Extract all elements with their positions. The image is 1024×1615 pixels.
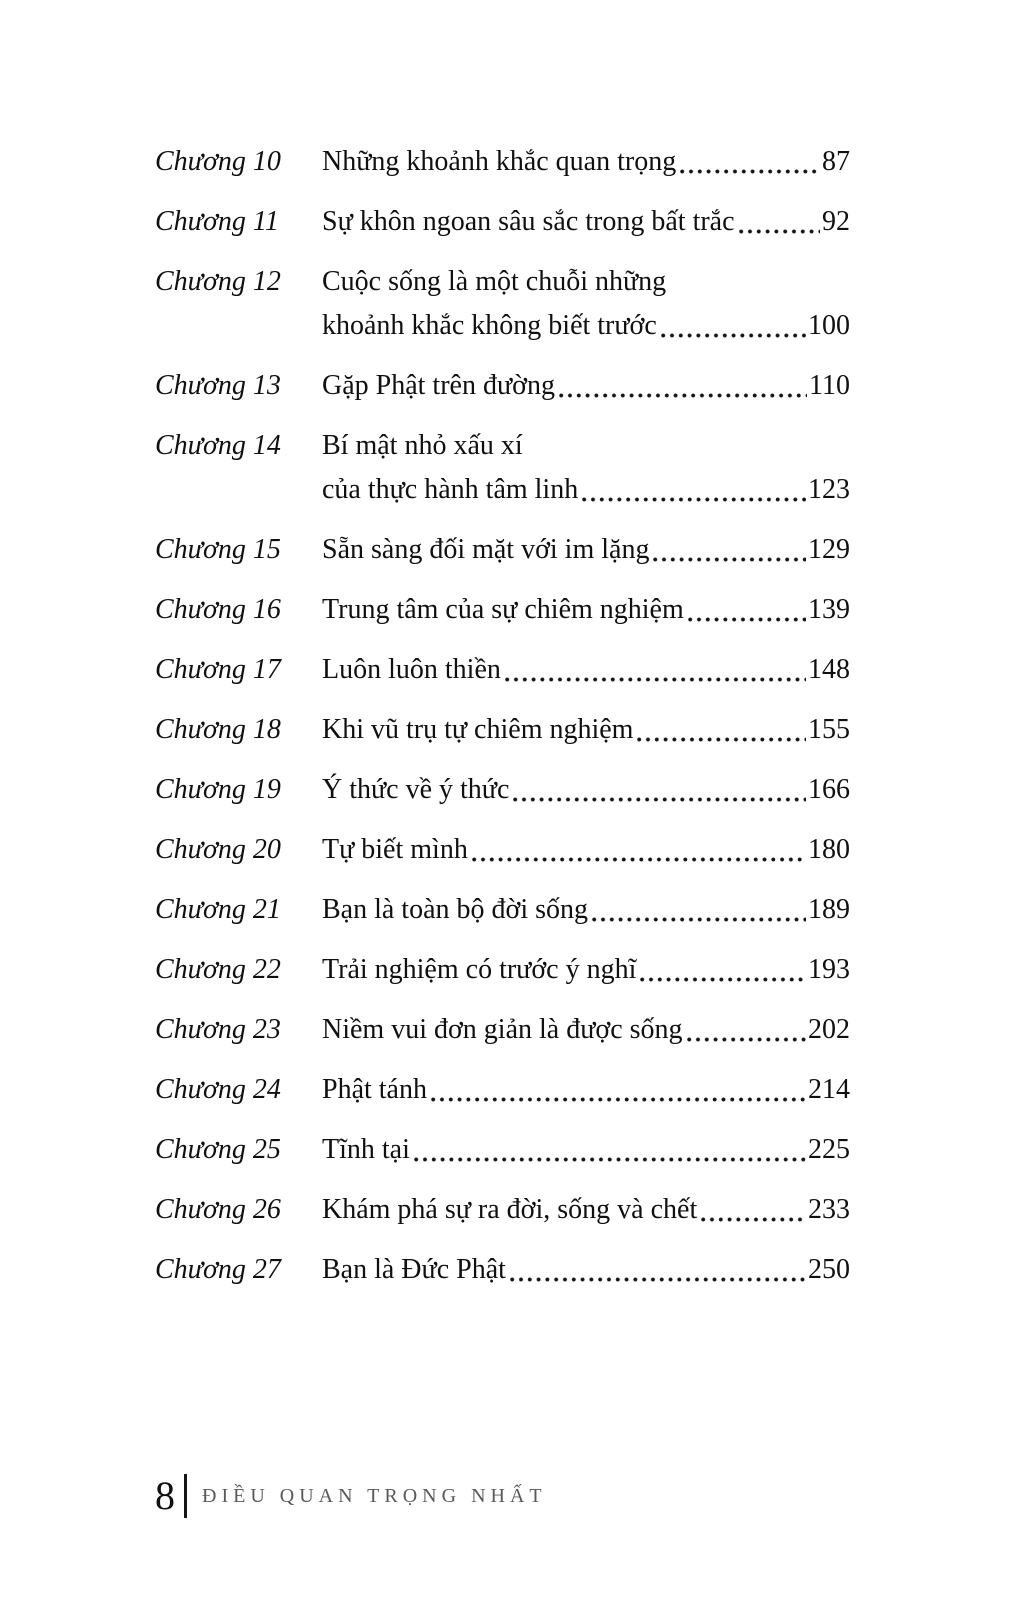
- chapter-label: Chương 21: [155, 894, 281, 925]
- dot-leader: [640, 977, 806, 982]
- toc-line: [322, 304, 850, 348]
- toc-entry: [155, 1188, 850, 1232]
- toc-line: [322, 1128, 850, 1172]
- toc-list: [155, 140, 850, 1308]
- toc-entry: [155, 1128, 850, 1172]
- chapter-page-number: 148: [808, 654, 850, 685]
- toc-entry: [155, 1008, 850, 1052]
- footer-book-title: ĐIỀU QUAN TRỌNG NHẤT: [202, 1484, 547, 1507]
- toc-entry: [155, 1068, 850, 1112]
- toc-line: [322, 948, 850, 992]
- chapter-title: Cuộc sống là một chuỗi những: [322, 266, 667, 297]
- chapter-page-number: 100: [808, 310, 850, 341]
- toc-entry: [155, 768, 850, 812]
- toc-line: [322, 364, 850, 408]
- chapter-label: Chương 22: [155, 954, 281, 985]
- chapter-page-number: 202: [808, 1014, 850, 1045]
- dot-leader: [701, 1217, 806, 1222]
- chapter-title: Niềm vui đơn giản là được sống: [322, 1014, 683, 1045]
- toc-line: [322, 588, 850, 632]
- toc-line: [322, 200, 850, 244]
- chapter-page-number: 189: [808, 894, 850, 925]
- chapter-page-number: 87: [822, 146, 850, 177]
- chapter-title: Sự khôn ngoan sâu sắc trong bất trắc: [322, 206, 735, 237]
- toc-line: [322, 828, 850, 872]
- toc-entry: [155, 424, 850, 512]
- toc-line: [322, 1008, 850, 1052]
- chapter-title: Tĩnh tại: [322, 1134, 410, 1165]
- chapter-page-number: 214: [808, 1074, 850, 1105]
- toc-entry: [155, 260, 850, 348]
- chapter-page-number: 225: [808, 1134, 850, 1165]
- chapter-page-number: 233: [808, 1194, 850, 1225]
- chapter-page-number: 193: [808, 954, 850, 985]
- toc-entry-body: [322, 588, 850, 632]
- chapter-page-number: 139: [808, 594, 850, 625]
- page-footer: [155, 1474, 547, 1518]
- dot-leader: [592, 917, 806, 922]
- chapter-page-number: 166: [808, 774, 850, 805]
- toc-entry: [155, 888, 850, 932]
- toc-entry: [155, 588, 850, 632]
- chapter-label: Chương 14: [155, 430, 281, 461]
- chapter-label: Chương 13: [155, 370, 281, 401]
- toc-entry-body: [322, 364, 850, 408]
- chapter-page-number: 180: [808, 834, 850, 865]
- toc-line: [322, 468, 850, 512]
- chapter-title: Những khoảnh khắc quan trọng: [322, 146, 677, 177]
- chapter-label: Chương 17: [155, 654, 281, 685]
- chapter-label: Chương 15: [155, 534, 281, 565]
- toc-entry-body: [322, 888, 850, 932]
- chapter-title: Gặp Phật trên đường: [322, 370, 555, 401]
- dot-leader: [431, 1097, 806, 1102]
- toc-entry: [155, 200, 850, 244]
- toc-entry: [155, 708, 850, 752]
- chapter-title: Trung tâm của sự chiêm nghiệm: [322, 594, 684, 625]
- chapter-title: khoảnh khắc không biết trước: [322, 310, 657, 341]
- toc-entry-body: [322, 1008, 850, 1052]
- toc-line: [322, 424, 850, 468]
- chapter-label: Chương 11: [155, 206, 279, 237]
- chapter-label: Chương 12: [155, 266, 281, 297]
- dot-leader: [637, 737, 806, 742]
- chapter-label: Chương 10: [155, 146, 281, 177]
- chapter-title: Phật tánh: [322, 1074, 427, 1105]
- chapter-title: Khi vũ trụ tự chiêm nghiệm: [322, 714, 634, 745]
- toc-entry-body: [322, 768, 850, 812]
- chapter-title: Luôn luôn thiền: [322, 654, 501, 685]
- toc-entry-body: [322, 528, 850, 572]
- chapter-label: Chương 27: [155, 1254, 281, 1285]
- toc-line: [322, 140, 850, 184]
- toc-entry: [155, 948, 850, 992]
- dot-leader: [653, 557, 806, 562]
- chapter-label: Chương 20: [155, 834, 281, 865]
- toc-line: [322, 260, 850, 304]
- toc-entry-body: [322, 260, 850, 348]
- toc-entry: [155, 528, 850, 572]
- toc-entry: [155, 648, 850, 692]
- dot-leader: [472, 857, 806, 862]
- toc-entry-body: [322, 708, 850, 752]
- toc-entry-body: [322, 200, 850, 244]
- toc-line: [322, 1068, 850, 1112]
- dot-leader: [680, 169, 820, 174]
- chapter-page-number: 123: [808, 474, 850, 505]
- chapter-page-number: 92: [822, 206, 850, 237]
- toc-entry-body: [322, 828, 850, 872]
- toc-entry-body: [322, 648, 850, 692]
- chapter-title: Bạn là Đức Phật: [322, 1254, 506, 1285]
- chapter-label: Chương 18: [155, 714, 281, 745]
- dot-leader: [688, 617, 806, 622]
- toc-line: [322, 1188, 850, 1232]
- chapter-label: Chương 16: [155, 594, 281, 625]
- toc-entry: [155, 364, 850, 408]
- toc-entry-body: [322, 1188, 850, 1232]
- chapter-label: Chương 25: [155, 1134, 281, 1165]
- chapter-title: Ý thức về ý thức: [322, 774, 510, 805]
- chapter-title: Tự biết mình: [322, 834, 468, 865]
- chapter-title: Sẵn sàng đối mặt với im lặng: [322, 534, 650, 565]
- chapter-label: Chương 24: [155, 1074, 281, 1105]
- chapter-label: Chương 19: [155, 774, 281, 805]
- toc-entry: [155, 828, 850, 872]
- chapter-title: của thực hành tâm linh: [322, 474, 579, 505]
- chapter-page-number: 250: [808, 1254, 850, 1285]
- dot-leader: [513, 797, 806, 802]
- dot-leader: [510, 1277, 806, 1282]
- chapter-title: Bí mật nhỏ xấu xí: [322, 430, 523, 461]
- toc-line: [322, 888, 850, 932]
- chapter-title: Trải nghiệm có trước ý nghĩ: [322, 954, 637, 985]
- dot-leader: [414, 1157, 806, 1162]
- chapter-label: Chương 26: [155, 1194, 281, 1225]
- toc-entry: [155, 1248, 850, 1292]
- toc-line: [322, 648, 850, 692]
- dot-leader: [687, 1037, 806, 1042]
- dot-leader: [559, 393, 807, 398]
- toc-line: [322, 768, 850, 812]
- chapter-page-number: 110: [809, 370, 850, 401]
- dot-leader: [505, 677, 806, 682]
- chapter-title: Khám phá sự ra đời, sống và chết: [322, 1194, 698, 1225]
- dot-leader: [582, 497, 806, 502]
- toc-entry-body: [322, 1068, 850, 1112]
- toc-line: [322, 708, 850, 752]
- footer-divider: [184, 1474, 187, 1518]
- dot-leader: [739, 229, 820, 234]
- toc-entry: [155, 140, 850, 184]
- chapter-page-number: 155: [808, 714, 850, 745]
- toc-entry-body: [322, 1248, 850, 1292]
- footer-page-number: 8: [155, 1473, 175, 1518]
- toc-line: [322, 1248, 850, 1292]
- toc-line: [322, 528, 850, 572]
- toc-entry-body: [322, 140, 850, 184]
- chapter-title: Bạn là toàn bộ đời sống: [322, 894, 588, 925]
- chapter-label: Chương 23: [155, 1014, 281, 1045]
- toc-entry-body: [322, 948, 850, 992]
- toc-entry-body: [322, 424, 850, 512]
- toc-entry-body: [322, 1128, 850, 1172]
- chapter-page-number: 129: [808, 534, 850, 565]
- dot-leader: [661, 333, 806, 338]
